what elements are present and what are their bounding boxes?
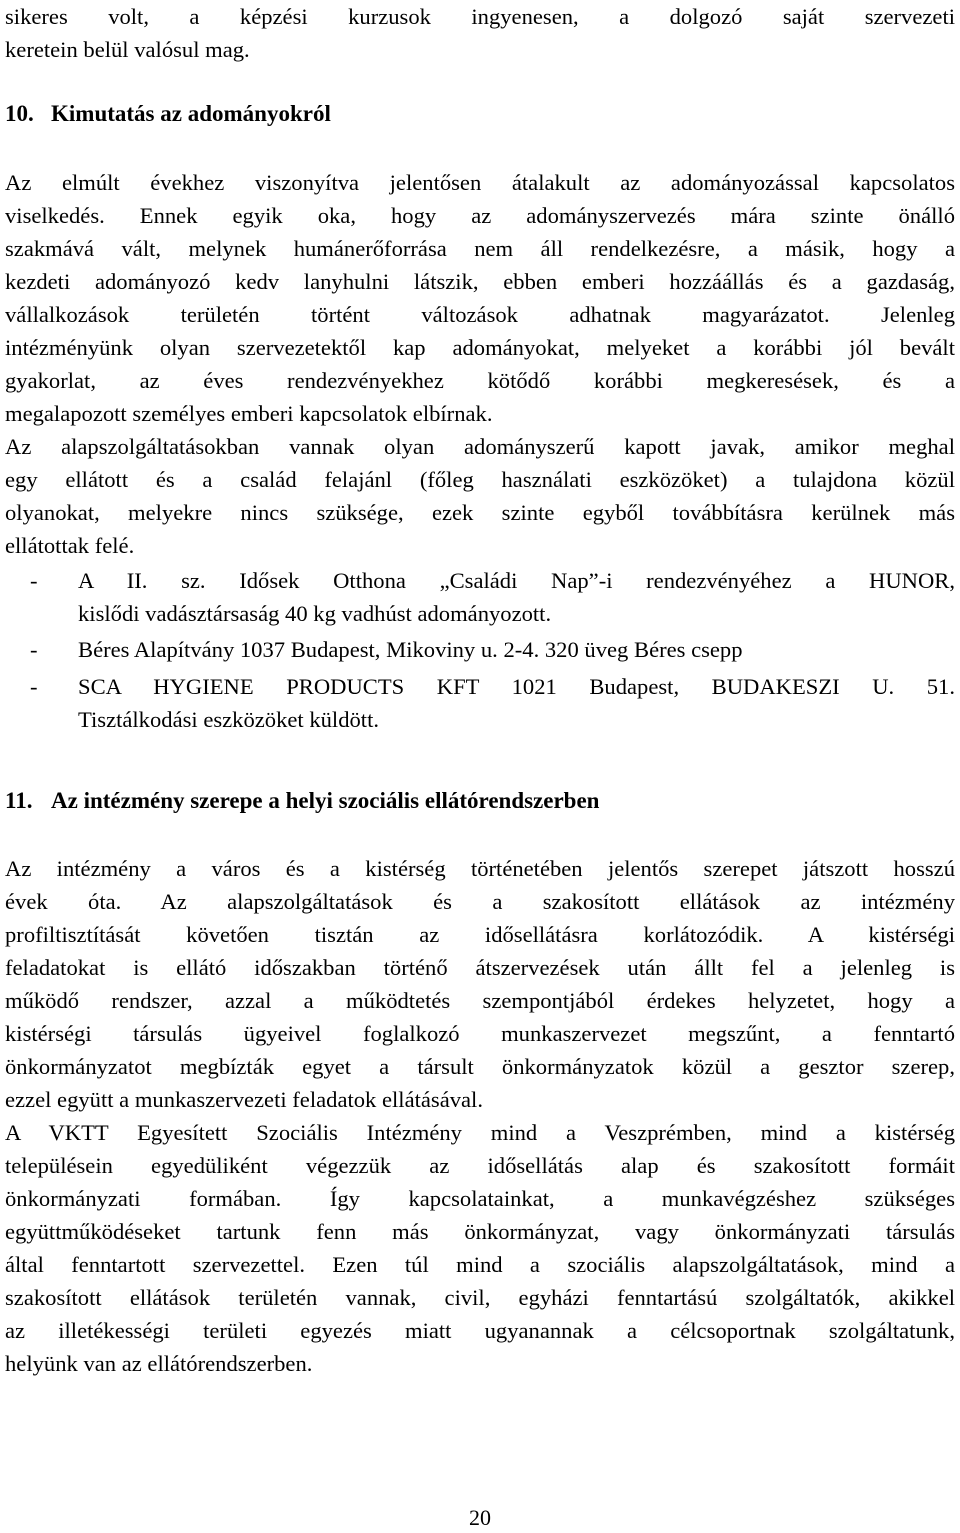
paragraph-line: önkormányzatot megbízták egyet a társult önkormányzatok közül a gesztor szerep, — [5, 1054, 955, 1079]
paragraph-line: gyakorlat, az éves rendezvényekhez kötődő korábbi megkeresések, és a — [5, 368, 955, 393]
paragraph-line: szakmává vált, melynek humánerőforrása nem áll rendelkezésre, a másik, hogy a — [5, 236, 955, 261]
paragraph-line: Az alapszolgáltatásokban vannak olyan adományszerű kapott javak, amikor meghal — [5, 434, 955, 459]
paragraph-line: A VKTT Egyesített Szociális Intézmény mind a Veszprémben, mind a kistérség — [5, 1120, 955, 1145]
paragraph-line: vállalkozások területén történt változások adhatnak magyarázatot. Jelenleg — [5, 302, 955, 327]
paragraph-line: együttműködéseket tartunk fenn más önkormányzat, vagy önkormányzati társulás — [5, 1219, 955, 1244]
paragraph-line: évek óta. Az alapszolgáltatások és a szakosított ellátások az intézmény — [5, 889, 955, 914]
paragraph-line: ellátottak felé. — [5, 533, 135, 558]
paragraph-line: egy ellátott és a család felajánl (főleg használati eszközöket) a tulajdona közül — [5, 467, 955, 492]
section-11-heading — [5, 786, 599, 816]
paragraph-line: által fenntartott szervezettel. Ezen túl mind a szociális alapszolgáltatások, mind a — [5, 1252, 955, 1277]
donation-text — [78, 670, 955, 737]
paragraph-line: keretein belül valósul mag. — [5, 37, 250, 62]
paragraph-line: településein egyedüliként végezzük az idősellátás alap és szakosított formáit — [5, 1153, 955, 1178]
paragraph-line: Az intézmény a város és a kistérség történetében jelentős szerepet játszott hosszú — [5, 856, 955, 881]
list-dash: - — [30, 637, 38, 662]
section-10-heading — [5, 99, 331, 129]
section-title: Kimutatás az adományokról — [51, 101, 331, 126]
paragraph-line: sikeres volt, a képzési kurzusok ingyenesen, a dolgozó saját szervezeti — [5, 4, 955, 29]
paragraph-line: intézményünk olyan szervezetektől kap adományokat, melyeket a korábbi jól bevált — [5, 335, 955, 360]
paragraph-line: viselkedés. Ennek egyik oka, hogy az adományszervezés mára szinte önálló — [5, 203, 955, 228]
donation-text — [78, 564, 955, 631]
donation-line: Béres Alapítvány 1037 Budapest, Mikoviny u. 2-4. 320 üveg Béres csepp — [78, 637, 743, 662]
section-title: Az intézmény szerepe a helyi szociális ellátórendszerben — [51, 788, 600, 813]
paragraph-line: az illetékességi területi egyezés miatt ugyanannak a célcsoportnak szolgáltatunk, — [5, 1318, 955, 1343]
section-number: 10. — [5, 101, 34, 126]
page-number: 20 — [469, 1505, 491, 1530]
donation-line: A II. sz. Idősek Otthona „Családi Nap”-i rendezvényéhez a HUNOR, — [78, 568, 955, 593]
paragraph-line: önkormányzati formában. Így kapcsolatainkat, a munkavégzéshez szükséges — [5, 1186, 955, 1211]
donation-item — [30, 633, 955, 667]
paragraph-line: szakosított ellátások területén vannak, civil, egyházi fenntartású szolgáltatók, akikkel — [5, 1285, 955, 1310]
donation-item — [30, 564, 955, 634]
section-number: 11. — [5, 788, 33, 813]
paragraph-line: Az elmúlt évekhez viszonyítva jelentősen átalakult az adományozással kapcsolatos — [5, 170, 955, 195]
donation-line: SCA HYGIENE PRODUCTS KFT 1021 Budapest, BUDAKESZI U. 51. — [78, 674, 955, 699]
paragraph-line: helyünk van az ellátórendszerben. — [5, 1351, 313, 1376]
paragraph-line: kistérségi társulás ügyeivel foglalkozó munkaszervezet megszűnt, a fenntartó — [5, 1021, 955, 1046]
paragraph-line: megalapozott személyes emberi kapcsolatok elbírnak. — [5, 401, 493, 426]
list-dash: - — [30, 568, 38, 593]
donation-line: kislődi vadásztársaság 40 kg vadhúst adományozott. — [78, 601, 552, 627]
paragraph-line: feladatokat is ellátó időszakban történő átszervezések után állt fel a jelenleg is — [5, 955, 955, 980]
donation-item — [30, 670, 955, 740]
donation-line: Tisztálkodási eszközöket küldött. — [78, 707, 380, 733]
paragraph-line: ezzel együtt a munkaszervezeti feladatok ellátásával. — [5, 1087, 483, 1112]
paragraph-line: működő rendszer, azzal a működtetés szempontjából érdekes helyzetet, hogy a — [5, 988, 955, 1013]
paragraph-line: profiltisztítását követően tisztán az idősellátásra korlátozódik. A kistérségi — [5, 922, 955, 947]
paragraph-line: kezdeti adományozó kedv lanyhulni látszik, ebben emberi hozzáállás és a gazdaság, — [5, 269, 955, 294]
donation-text — [78, 633, 955, 666]
paragraph-line: olyanokat, melyekre nincs szüksége, ezek szinte egyből továbbításra kerülnek más — [5, 500, 955, 525]
list-dash: - — [30, 674, 38, 699]
